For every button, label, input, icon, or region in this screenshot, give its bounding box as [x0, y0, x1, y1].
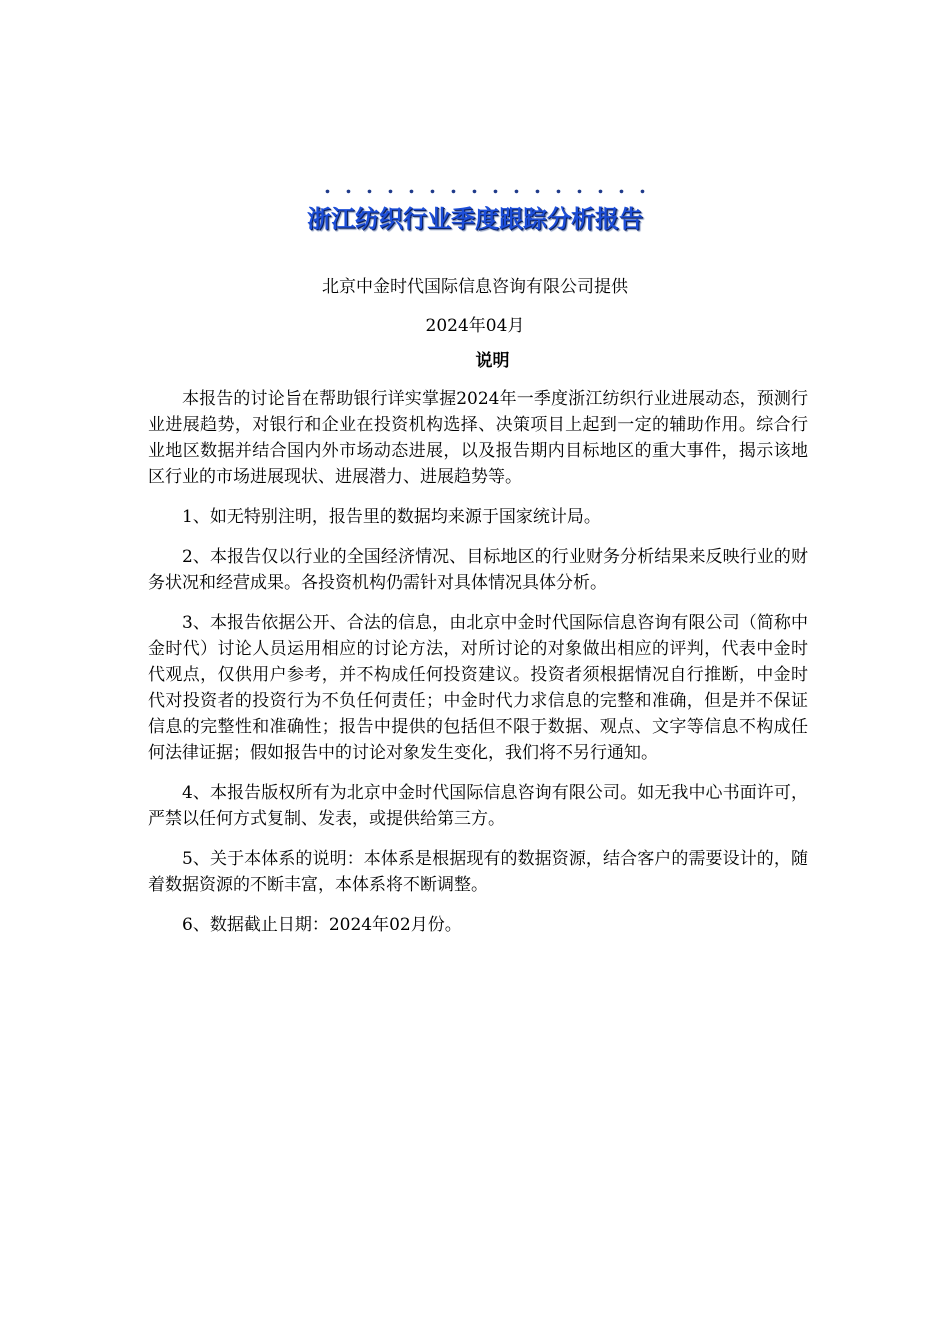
decorative-dot: . — [471, 174, 478, 198]
decorative-dot: . — [618, 174, 625, 198]
notice-item-6: 6、数据截止日期：2024年02月份。 — [182, 915, 462, 935]
decorative-dot: . — [513, 174, 520, 198]
decorative-dot: . — [345, 174, 352, 198]
notice-item-4: 4、本报告版权所有为北京中金时代国际信息咨询有限公司。如无我中心书面许可，严禁以任何方式复制、发表，或提供给第三方。 — [148, 783, 808, 829]
decorative-dot: . — [534, 174, 541, 198]
decorative-dot: . — [429, 174, 436, 198]
decorative-dot: . — [597, 174, 604, 198]
notice-body — [148, 386, 808, 952]
decorative-dot: . — [492, 174, 499, 198]
decorative-dot: . — [639, 174, 646, 198]
decorative-dot: . — [450, 174, 457, 198]
report-title: 浙江纺织行业季度跟踪分析报告 — [307, 204, 643, 233]
decorative-dot: . — [576, 174, 583, 198]
decorative-dot: . — [408, 174, 415, 198]
notice-heading: 说明 — [475, 351, 510, 371]
decorative-dot-row — [20, 176, 950, 196]
decorative-dot: . — [555, 174, 562, 198]
decorative-dot: . — [324, 174, 331, 198]
title-block — [0, 176, 950, 236]
notice-item-2: 2、本报告仅以行业的全国经济情况、目标地区的行业财务分析结果来反映行业的财务状况和经营成果。各投资机构仍需针对具体情况具体分析。 — [148, 547, 808, 593]
publisher-line: 北京中金时代国际信息咨询有限公司提供 — [322, 277, 628, 297]
decorative-dot: . — [366, 174, 373, 198]
report-date: 2024年04月 — [425, 316, 525, 336]
decorative-dot: . — [387, 174, 394, 198]
intro-paragraph: 本报告的讨论旨在帮助银行详实掌握2024年一季度浙江纺织行业进展动态，预测行业进展趋势，对银行和企业在投资机构选择、决策项目上起到一定的辅助作用。综合行业地区数据并结合国内外市场动态进展，以及报告期内目标地区的重大事件，揭示该地区行业的市场进展现状、进展潜力、进展趋势等。 — [148, 389, 808, 487]
notice-item-3: 3、本报告依据公开、合法的信息，由北京中金时代国际信息咨询有限公司（简称中金时代）讨论人员运用相应的讨论方法，对所讨论的对象做出相应的评判，代表中金时代观点，仅供用户参考，并不构成任何投资建议。投资者须根据情况自行推断，中金时代对投资者的投资行为不负任何责任；中金时代力求信息的完整和准确，但是并不保证信息的完整性和准确性；报告中提供的包括但不限于数据、观点、文字等信息不构成任何法律证据；假如报告中的讨论对象发生变化，我们将不另行通知。 — [148, 613, 808, 763]
notice-item-5: 5、关于本体系的说明：本体系是根据现有的数据资源，结合客户的需要设计的，随着数据资源的不断丰富，本体系将不断调整。 — [148, 849, 808, 895]
notice-item-1: 1、如无特别注明，报告里的数据均来源于国家统计局。 — [182, 507, 601, 527]
